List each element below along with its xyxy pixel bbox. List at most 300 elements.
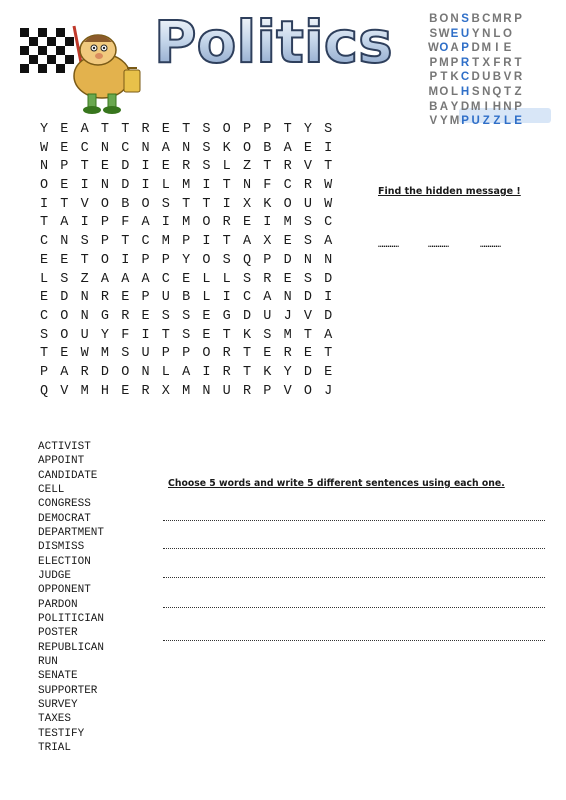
puzzle-letter[interactable]: T [60, 196, 69, 212]
puzzle-letter[interactable]: D [303, 364, 312, 380]
puzzle-letter[interactable]: T [40, 215, 49, 231]
puzzle-letter[interactable]: C [141, 234, 150, 250]
puzzle-letter[interactable]: E [141, 308, 150, 324]
logo-letter [513, 41, 524, 56]
puzzle-letter[interactable]: T [121, 122, 130, 137]
logo-row [428, 70, 556, 85]
puzzle-letter[interactable]: X [242, 196, 252, 212]
puzzle-letter[interactable]: N [100, 140, 109, 156]
logo-letter: Z [493, 115, 501, 128]
puzzle-letter[interactable]: U [161, 290, 170, 306]
puzzle-letter[interactable]: P [182, 346, 191, 362]
puzzle-letter[interactable]: P [263, 383, 272, 399]
puzzle-letter[interactable]: S [202, 140, 211, 156]
puzzle-letter[interactable]: O [141, 196, 150, 212]
logo-row [428, 41, 556, 56]
puzzle-letter[interactable]: T [324, 346, 333, 362]
puzzle-letter[interactable]: A [80, 122, 89, 137]
puzzle-letter[interactable]: O [60, 308, 69, 324]
puzzle-letter[interactable]: P [263, 122, 272, 137]
puzzle-letter[interactable]: C [40, 308, 49, 324]
puzzle-letter[interactable]: E [60, 140, 69, 156]
puzzle-row [34, 158, 338, 177]
puzzle-letter[interactable]: I [40, 196, 49, 212]
puzzle-letter[interactable]: U [263, 308, 272, 324]
logo-letter: T [440, 71, 448, 84]
puzzle-letter[interactable]: T [283, 122, 292, 137]
sentence-line[interactable] [163, 520, 545, 521]
puzzle-letter[interactable]: Z [242, 159, 252, 175]
puzzle-letter[interactable]: A [283, 140, 292, 156]
puzzle-letter[interactable]: O [60, 327, 69, 343]
puzzle-letter[interactable]: R [100, 290, 109, 306]
word-list-item: SENATE [38, 670, 78, 683]
puzzle-row [34, 308, 338, 327]
puzzle-letter[interactable]: Y [100, 327, 109, 343]
puzzle-letter[interactable]: P [263, 252, 272, 268]
puzzle-letter[interactable]: A [324, 234, 333, 250]
puzzle-letter[interactable]: E [161, 122, 170, 137]
puzzle-letter[interactable]: G [222, 308, 231, 324]
puzzle-letter[interactable]: I [121, 252, 130, 268]
hidden-message-blank[interactable]: …………… [428, 240, 448, 250]
puzzle-letter[interactable]: O [40, 178, 49, 194]
puzzle-letter[interactable]: P [242, 122, 252, 137]
mascot-illustration [12, 8, 152, 116]
puzzle-letter[interactable]: N [40, 159, 49, 175]
puzzle-letter[interactable]: R [303, 178, 312, 194]
puzzle-letter[interactable]: E [202, 308, 211, 324]
puzzle-letter[interactable]: P [161, 252, 170, 268]
logo-letter: O [439, 42, 449, 55]
puzzle-letter[interactable]: S [303, 271, 312, 287]
puzzle-letter[interactable]: N [303, 252, 312, 268]
puzzle-letter[interactable]: R [182, 159, 191, 175]
puzzle-letter[interactable]: S [60, 271, 69, 287]
puzzle-letter[interactable]: W [40, 140, 49, 156]
puzzle-letter[interactable]: Z [80, 271, 89, 287]
puzzle-letter[interactable]: N [324, 252, 333, 268]
puzzle-letter[interactable]: X [263, 234, 272, 250]
puzzle-letter[interactable]: S [303, 215, 312, 231]
puzzle-row [34, 121, 338, 140]
puzzle-letter[interactable]: E [100, 159, 109, 175]
puzzle-letter[interactable]: V [60, 383, 69, 399]
logo-letter: C [460, 71, 470, 84]
logo-letter: L [493, 27, 501, 40]
puzzle-letter[interactable]: A [60, 215, 69, 231]
puzzle-letter[interactable]: R [283, 159, 292, 175]
puzzle-letter[interactable]: T [80, 159, 89, 175]
puzzle-letter[interactable]: P [141, 252, 150, 268]
puzzle-letter[interactable]: T [40, 346, 49, 362]
puzzle-letter[interactable]: K [263, 196, 272, 212]
puzzle-letter[interactable]: T [222, 234, 231, 250]
logo-letter: X [482, 56, 491, 69]
puzzle-letter[interactable]: E [263, 346, 272, 362]
puzzle-letter[interactable]: H [100, 383, 109, 399]
puzzle-letter[interactable]: C [121, 140, 130, 156]
puzzle-letter[interactable]: Q [242, 252, 252, 268]
puzzle-letter[interactable]: D [324, 308, 333, 324]
logo-letter: Z [514, 85, 522, 98]
logo-letter: M [492, 13, 502, 25]
puzzle-letter[interactable]: S [182, 308, 191, 324]
puzzle-letter[interactable]: U [80, 327, 89, 343]
logo-letter: I [495, 42, 499, 55]
puzzle-letter[interactable]: T [100, 122, 109, 137]
puzzle-letter[interactable]: C [283, 178, 292, 194]
puzzle-letter[interactable]: E [242, 215, 252, 231]
puzzle-letter[interactable]: I [324, 290, 333, 306]
hidden-message-blank[interactable]: …………… [480, 240, 500, 250]
puzzle-letter[interactable]: J [324, 383, 333, 399]
puzzle-letter[interactable]: N [202, 383, 211, 399]
puzzle-letter[interactable]: N [242, 178, 252, 194]
logo-letter: D [460, 100, 470, 113]
puzzle-letter[interactable]: O [202, 215, 211, 231]
puzzle-letter[interactable]: K [222, 140, 231, 156]
logo-letter: U [460, 27, 470, 40]
puzzle-letter[interactable]: R [263, 271, 272, 287]
puzzle-letter[interactable]: E [121, 383, 130, 399]
logo-letter: T [503, 85, 511, 98]
puzzle-letter[interactable]: S [40, 327, 49, 343]
logo-letter: O [502, 27, 512, 40]
puzzle-letter[interactable]: F [121, 215, 130, 231]
puzzle-letter[interactable]: S [324, 122, 333, 137]
word-list-item: CONGRESS [38, 498, 91, 511]
puzzle-letter[interactable]: O [100, 196, 109, 212]
puzzle-letter[interactable]: E [202, 327, 211, 343]
word-list-item: CELL [38, 483, 65, 496]
puzzle-letter[interactable]: R [141, 383, 150, 399]
puzzle-letter[interactable]: S [303, 234, 312, 250]
puzzle-letter[interactable]: G [100, 308, 109, 324]
puzzle-letter[interactable]: R [283, 346, 292, 362]
puzzle-letter[interactable]: T [182, 196, 191, 212]
puzzle-letter[interactable]: Q [40, 383, 49, 399]
puzzle-letter[interactable]: S [80, 234, 89, 250]
puzzle-letter[interactable]: E [60, 178, 69, 194]
puzzle-letter[interactable]: T [242, 346, 252, 362]
puzzle-letter[interactable]: P [182, 234, 191, 250]
puzzle-letter[interactable]: K [242, 327, 252, 343]
logo-letter: Y [440, 115, 448, 128]
puzzle-letter[interactable]: E [60, 122, 69, 137]
logo-letter: A [439, 100, 449, 113]
puzzle-row [34, 327, 338, 346]
sentence-line[interactable] [163, 577, 545, 578]
puzzle-letter[interactable]: D [100, 364, 109, 380]
puzzle-letter[interactable]: E [60, 252, 69, 268]
puzzle-letter[interactable]: T [222, 327, 231, 343]
puzzle-letter[interactable]: D [283, 252, 292, 268]
puzzle-letter[interactable]: I [263, 215, 272, 231]
puzzle-letter[interactable]: T [263, 159, 272, 175]
logo-letter [513, 27, 524, 42]
puzzle-letter[interactable]: F [263, 178, 272, 194]
puzzle-letter[interactable]: E [161, 159, 170, 175]
logo-letter: B [429, 100, 438, 113]
puzzle-letter[interactable]: P [141, 290, 150, 306]
puzzle-letter[interactable]: E [60, 346, 69, 362]
puzzle-letter[interactable]: O [202, 252, 211, 268]
puzzle-letter[interactable]: P [161, 346, 170, 362]
puzzle-letter[interactable]: M [182, 383, 191, 399]
puzzle-letter[interactable]: T [324, 159, 333, 175]
puzzle-letter[interactable]: M [182, 178, 191, 194]
logo-letter: L [503, 115, 511, 128]
puzzle-letter[interactable]: S [182, 327, 191, 343]
hidden-message-blanks [378, 240, 548, 250]
puzzle-letter[interactable]: S [242, 271, 252, 287]
logo-letter: B [492, 71, 502, 84]
puzzle-letter[interactable]: I [202, 364, 211, 380]
puzzle-letter[interactable]: E [121, 290, 130, 306]
puzzle-letter[interactable]: W [80, 346, 89, 362]
puzzle-letter[interactable]: I [141, 159, 150, 175]
puzzle-letter[interactable]: L [161, 364, 170, 380]
puzzle-letter[interactable]: I [141, 327, 150, 343]
logo-letter: N [503, 100, 512, 113]
word-list-item: DEMOCRAT [38, 512, 91, 525]
puzzle-letter[interactable]: N [80, 290, 89, 306]
puzzle-letter[interactable]: O [121, 364, 130, 380]
puzzle-letter[interactable]: I [141, 178, 150, 194]
logo-letter: A [450, 42, 459, 55]
puzzle-letter[interactable]: S [202, 159, 211, 175]
puzzle-letter[interactable]: A [242, 234, 252, 250]
puzzle-letter[interactable]: B [121, 196, 130, 212]
puzzle-letter[interactable]: R [222, 346, 231, 362]
logo-letter: O [439, 85, 449, 98]
puzzle-letter[interactable]: E [40, 252, 49, 268]
puzzle-letter[interactable]: E [283, 234, 292, 250]
puzzle-letter[interactable]: S [202, 122, 211, 137]
puzzle-letter[interactable]: C [161, 271, 170, 287]
logo-letter: N [482, 85, 491, 98]
puzzle-letter[interactable]: X [161, 383, 170, 399]
puzzle-letter[interactable]: U [141, 346, 150, 362]
puzzle-letter[interactable]: N [60, 234, 69, 250]
puzzle-letter[interactable]: U [303, 196, 312, 212]
puzzle-letter[interactable]: O [242, 140, 252, 156]
puzzle-letter[interactable]: A [182, 364, 191, 380]
logo-row [428, 114, 556, 129]
word-list-item: ELECTION [38, 555, 91, 568]
puzzle-letter[interactable]: B [263, 140, 272, 156]
puzzle-letter[interactable]: I [222, 290, 231, 306]
logo-letter: C [482, 13, 491, 25]
puzzle-letter[interactable]: T [202, 196, 211, 212]
puzzle-letter[interactable]: K [263, 364, 272, 380]
word-list-item: POSTER [38, 627, 78, 640]
puzzle-letter[interactable]: E [283, 271, 292, 287]
puzzle-letter[interactable]: A [161, 140, 170, 156]
puzzle-letter[interactable]: E [182, 271, 191, 287]
puzzle-letter[interactable]: I [80, 215, 89, 231]
logo-letter: S [429, 27, 438, 40]
puzzle-letter[interactable]: D [324, 271, 333, 287]
puzzle-letter[interactable]: L [222, 271, 231, 287]
puzzle-letter[interactable]: N [141, 364, 150, 380]
puzzle-row [34, 383, 338, 402]
sentences-title: Choose 5 words and write 5 different sentences using each one. [168, 478, 505, 489]
puzzle-letter[interactable]: L [202, 290, 211, 306]
hidden-message-title: Find the hidden message ! [378, 186, 521, 197]
puzzle-letter[interactable]: I [202, 178, 211, 194]
puzzle-letter[interactable]: M [182, 215, 191, 231]
puzzle-letter[interactable]: Y [283, 364, 292, 380]
puzzle-letter[interactable]: I [222, 196, 231, 212]
puzzle-letter[interactable]: B [182, 290, 191, 306]
puzzle-letter[interactable]: O [283, 196, 292, 212]
puzzle-letter[interactable]: I [202, 234, 211, 250]
puzzle-letter[interactable]: N [141, 140, 150, 156]
puzzle-letter[interactable]: R [242, 383, 252, 399]
word-list-item: SURVEY [38, 698, 78, 711]
puzzle-letter[interactable]: O [202, 346, 211, 362]
puzzle-letter[interactable]: O [303, 383, 312, 399]
puzzle-letter[interactable]: T [80, 252, 89, 268]
puzzle-letter[interactable]: T [161, 327, 170, 343]
puzzle-letter[interactable]: S [263, 327, 272, 343]
logo-letter: Q [492, 85, 502, 98]
puzzle-letter[interactable]: D [60, 290, 69, 306]
puzzle-letter[interactable]: E [303, 140, 312, 156]
logo-row [428, 85, 556, 100]
puzzle-letter[interactable]: P [100, 234, 109, 250]
puzzle-letter[interactable]: Y [182, 252, 191, 268]
sentence-line[interactable] [163, 548, 545, 549]
puzzle-letter[interactable]: V [283, 383, 292, 399]
puzzle-letter[interactable]: P [60, 159, 69, 175]
puzzle-letter[interactable]: P [100, 215, 109, 231]
puzzle-letter[interactable]: W [324, 196, 333, 212]
word-list-item: APPOINT [38, 455, 85, 468]
puzzle-row [34, 271, 338, 290]
word-list-item: POLITICIAN [38, 612, 105, 625]
puzzle-letter[interactable]: A [141, 271, 150, 287]
puzzle-letter[interactable]: R [80, 364, 89, 380]
sentence-line[interactable] [163, 607, 545, 608]
word-list [38, 440, 104, 755]
puzzle-letter[interactable]: Y [303, 122, 312, 137]
puzzle-letter[interactable]: T [303, 327, 312, 343]
word-list-item: OPPONENT [38, 584, 91, 597]
puzzle-row [34, 196, 338, 215]
logo-letter: D [471, 42, 480, 55]
puzzle-letter[interactable]: M [100, 346, 109, 362]
puzzle-letter[interactable]: W [324, 178, 333, 194]
puzzle-letter[interactable]: D [242, 308, 252, 324]
puzzle-letter[interactable]: I [80, 178, 89, 194]
puzzle-letter[interactable]: R [121, 308, 130, 324]
puzzle-letter[interactable]: S [121, 346, 130, 362]
puzzle-letter[interactable]: R [222, 364, 231, 380]
puzzle-letter[interactable]: Y [40, 122, 49, 137]
puzzle-letter[interactable]: D [121, 159, 130, 175]
puzzle-letter[interactable]: C [40, 234, 49, 250]
puzzle-letter[interactable]: E [40, 290, 49, 306]
logo-letter: H [460, 85, 470, 98]
logo-letter: S [461, 13, 469, 25]
logo-letter: T [514, 56, 522, 69]
puzzle-row [34, 214, 338, 233]
puzzle-letter[interactable]: N [182, 140, 191, 156]
puzzle-letter[interactable]: C [324, 215, 333, 231]
puzzle-letter[interactable]: M [161, 234, 170, 250]
puzzle-letter[interactable]: D [121, 178, 130, 194]
hidden-message-blank[interactable]: …………… [378, 240, 398, 250]
puzzle-letter[interactable]: E [303, 346, 312, 362]
puzzle-letter[interactable]: I [324, 140, 333, 156]
puzzle-letter[interactable]: L [161, 178, 170, 194]
puzzle-letter[interactable]: A [100, 271, 109, 287]
sentence-line[interactable] [163, 640, 545, 641]
puzzle-letter[interactable]: I [161, 215, 170, 231]
puzzle-letter[interactable]: N [100, 178, 109, 194]
puzzle-letter[interactable]: T [121, 234, 130, 250]
logo-row [428, 56, 556, 71]
logo-letter: M [428, 85, 439, 98]
puzzle-letter[interactable]: L [40, 271, 49, 287]
logo-letter: S [471, 85, 480, 98]
puzzle-letter[interactable]: M [283, 327, 292, 343]
puzzle-letter[interactable]: C [80, 140, 89, 156]
puzzle-letter[interactable]: O [222, 122, 231, 137]
puzzle-letter[interactable]: M [283, 215, 292, 231]
puzzle-letter[interactable]: A [121, 271, 130, 287]
puzzle-letter[interactable]: N [80, 308, 89, 324]
puzzle-letter[interactable]: S [222, 252, 231, 268]
puzzle-letter[interactable]: D [303, 290, 312, 306]
puzzle-letter[interactable]: C [242, 290, 252, 306]
puzzle-letter[interactable]: O [100, 252, 109, 268]
puzzle-letter[interactable]: N [283, 290, 292, 306]
puzzle-letter[interactable]: E [324, 364, 333, 380]
puzzle-letter[interactable]: A [324, 327, 333, 343]
puzzle-letter[interactable]: S [161, 308, 170, 324]
logo-letter: W [438, 27, 450, 40]
puzzle-letter[interactable]: J [283, 308, 292, 324]
puzzle-letter[interactable]: F [121, 327, 130, 343]
puzzle-letter[interactable]: V [80, 196, 89, 212]
logo-letter: U [482, 71, 491, 84]
puzzle-letter[interactable]: A [141, 215, 150, 231]
puzzle-letter[interactable]: R [222, 215, 231, 231]
puzzle-letter[interactable]: P [40, 364, 49, 380]
puzzle-letter[interactable]: U [222, 383, 231, 399]
puzzle-letter[interactable]: V [303, 159, 312, 175]
logo-letter: P [429, 71, 438, 84]
puzzle-row [34, 177, 338, 196]
puzzle-letter[interactable]: M [80, 383, 89, 399]
puzzle-letter[interactable]: T [242, 364, 252, 380]
logo-letter: M [439, 56, 449, 69]
puzzle-letter[interactable]: L [202, 271, 211, 287]
puzzle-letter[interactable]: L [222, 159, 231, 175]
puzzle-letter[interactable]: T [222, 178, 231, 194]
puzzle-letter[interactable]: V [303, 308, 312, 324]
puzzle-letter[interactable]: S [161, 196, 170, 212]
word-list-item: TAXES [38, 713, 72, 726]
puzzle-letter[interactable]: A [263, 290, 272, 306]
puzzle-letter[interactable]: A [60, 364, 69, 380]
puzzle-letter[interactable]: R [141, 122, 150, 137]
puzzle-letter[interactable]: T [182, 122, 191, 137]
